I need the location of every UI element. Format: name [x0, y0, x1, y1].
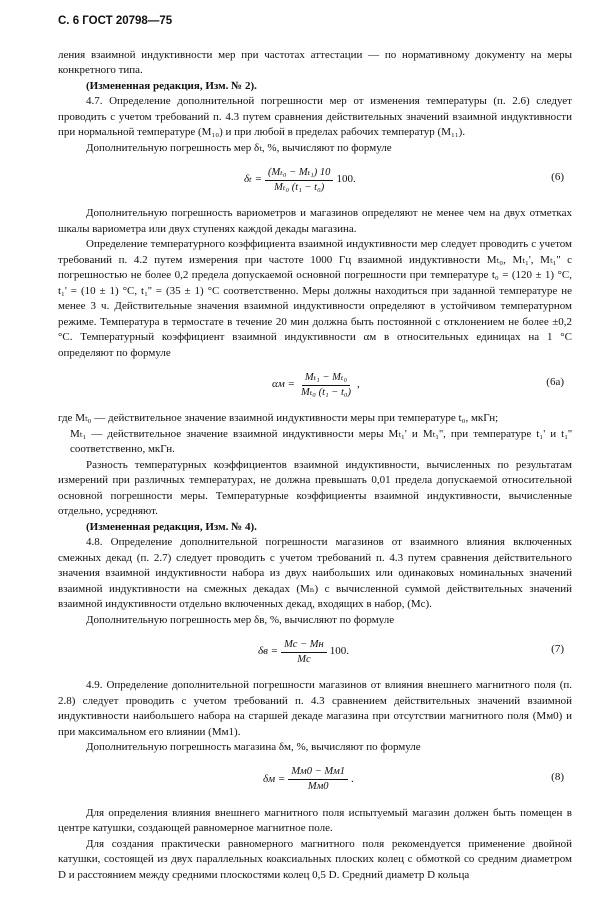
fraction: [288, 765, 348, 794]
section-4-7: 4.7. Определение дополнительной погрешности мер от изменения температуры (п. 2.6) следует проводить с учетом требований п. 4.3 путем сравнения действительных значений взаимной индуктивности при нормальной температуре (M₁₀) и при любой в пределах рабочих температур (M₁₁).: [58, 95, 572, 138]
formula-tail: 100.: [329, 645, 350, 658]
formula-tail: 100.: [336, 173, 356, 186]
formula-lhs: αм =: [272, 378, 295, 391]
definition: где Mₜ₀ — действительное значение взаимной индуктивности меры при температуре t₀, мкГн;: [58, 412, 499, 424]
paragraph: Дополнительную погрешность вариометров и магазинов определяют не менее чем на двух отметках шкалы вариометра или двух ступенях каждой декады магазина.: [58, 207, 572, 235]
denominator: Mₜ₀ (t₁ − t₀): [300, 386, 352, 398]
section-4-8: 4.8. Определение дополнительной погрешности магазинов от взаимного влияния включенных смежных декад (п. 2.7) следует проводить с учетом требований п. 4.3 путем сравнения действительного значения взаимной индуктивности набора из двух наибольших или одинаковых номинальных значений взаимной индуктивности на смежных декадах (Mₙ) с вычисленной суммой действительных значений взаимной индуктивности отдельно включенных декад, входящих в набор, (Mс).: [58, 536, 572, 610]
fraction: [265, 166, 333, 195]
denominator: Mₜ₀ (t₁ − t₀): [274, 181, 325, 193]
definition: Mₜ₁ — действительное значение взаимной индуктивности меры Mₜ₁' и Mₜ₁'', при температуре t₁' и t₁'' соответственно, мкГн.: [70, 427, 572, 455]
numerator: Mₜ₁ − Mₜ₀: [302, 371, 350, 386]
numerator: (Mₜ₀ − Mₜ₁) 10: [265, 166, 333, 181]
paragraph: Для определения влияния внешнего магнитного поля испытуемый магазин должен быть помещен в центре катушки, создающей равномерное магнитное поле.: [58, 806, 572, 834]
formula-number: (7): [551, 643, 564, 655]
formula-7: [58, 632, 572, 672]
formula-tail: ,: [357, 378, 360, 391]
formula-lhs: δₜ =: [244, 173, 262, 186]
formula-lhs: δв =: [258, 645, 279, 658]
formula-6: [58, 160, 572, 200]
denominator: Mм0: [307, 781, 329, 792]
formula-6a: [58, 365, 572, 405]
paragraph: Разность температурных коэффициентов взаимной индуктивности, вычисленных по результатам измерений при различных температурах, не должна превышать 0,01 предела допускаемой относительной основной погрешности меры. Температурные коэффициенты взаимной индуктивности, вычисленные отдельно, усредняют.: [58, 458, 572, 517]
formula-number: (6): [551, 171, 564, 183]
page-header: С. 6 ГОСТ 20798—75: [58, 15, 173, 27]
paragraph: Дополнительную погрешность мер δв, %, вычисляют по формуле: [86, 613, 395, 626]
revision-note: (Измененная редакция, Изм. № 4).: [86, 520, 257, 533]
numerator: Mс − Mн: [281, 638, 327, 653]
formula-tail: .: [351, 772, 354, 785]
paragraph: ления взаимной индуктивности мер при частотах аттестации — по нормативному документу на меры конкретного типа.: [58, 48, 572, 76]
formula-number: (8): [551, 770, 564, 783]
numerator: Mм0 − Mм1: [288, 765, 348, 780]
revision-note: (Измененная редакция, Изм. № 2).: [86, 79, 257, 92]
paragraph: Определение температурного коэффициента взаимной индуктивности мер следует проводить с учетом требований п. 4.2 путем измерения при частоте 1000 Гц взаимной индуктивности Mₜ₀, Mₜ₁', Mₜ₁'' с погрешностью не более 0,2 предела допускаемой основной погрешности при температуре t₀ = (120 ± 1) °С, t₁' = (10 ± 1) °С, t₁'' = (35 ± 1) °С соответственно. Меры должны находиться при заданной температуре не менее 3 ч. Действительные значения взаимной индуктивности определяют в устойчивом температурном режиме. Температура в термостате в течение 20 мин должна быть постоянной с отклонением не более ±0,2 °С. Температурный коэффициент взаимной индуктивности αм в относительных единицах на 1 °С определяют по формуле: [58, 238, 572, 359]
formula-lhs: δм =: [263, 772, 286, 785]
formula-number: (6а): [546, 376, 564, 388]
fraction: [298, 371, 354, 400]
formula-8: [58, 760, 572, 800]
denominator: Mс: [297, 653, 311, 665]
fraction: [281, 638, 327, 667]
section-4-9: 4.9. Определение дополнительной погрешности магазинов от влияния внешнего магнитного поля (п. 2.8) следует проводить с учетом требований п. 4.3 сравнением действительных значений взаимной индуктивности наибольшего набора на старшей декаде магазина при отсутствии магнитного поля (Mм0) и при максимальном его влиянии (Mм1).: [58, 679, 572, 738]
paragraph: Дополнительную погрешность магазина δм, %, вычисляют по формуле: [86, 741, 421, 753]
paragraph: Дополнительную погрешность мер δₜ, %, вычисляют по формуле: [86, 141, 392, 154]
paragraph: Для создания практически равномерного магнитного поля рекомендуется применение двойной катушки, состоящей из двух параллельных коаксиальных плоских колец с обмоткой со средним диаметром D и расстоянием между средними плоскостями колец 0,5 D. Средний диаметр D кольца: [58, 837, 572, 881]
